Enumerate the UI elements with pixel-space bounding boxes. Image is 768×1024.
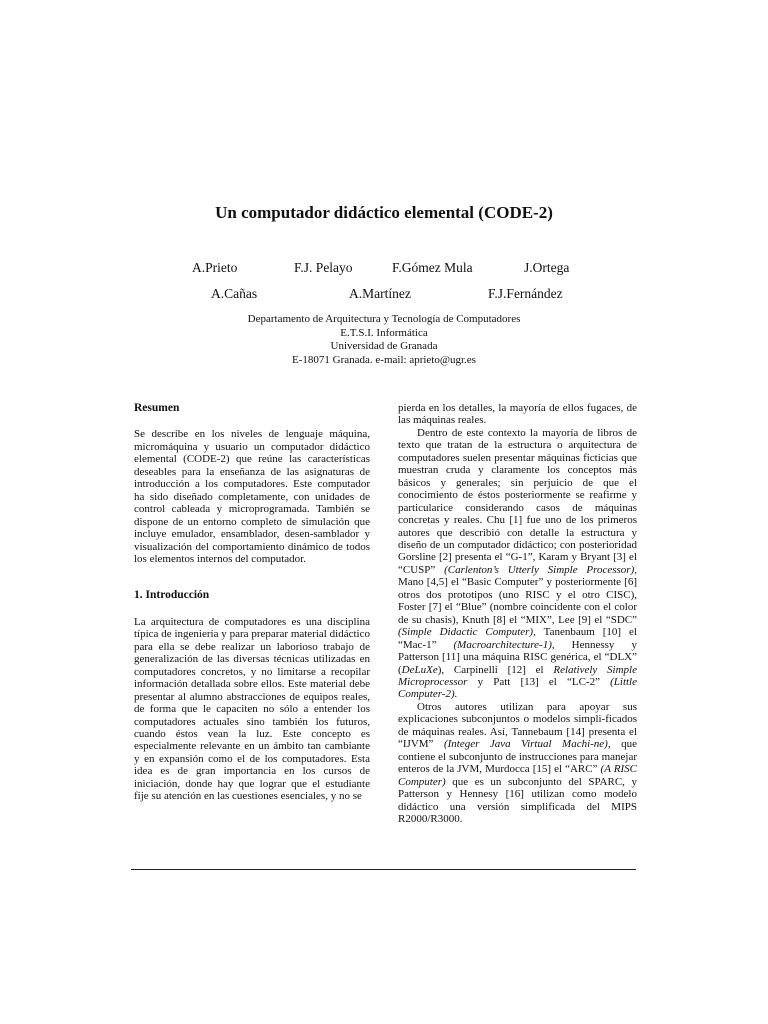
subsets-paragraph [398,701,637,826]
italic-text-run: (Integer Java Virtual Machi-ne), [443,738,611,751]
affiliation-school: E.T.S.I. Informática [340,326,428,339]
text-run: y Patt [13] el “LC-2” [467,675,611,688]
author-name: A.Martínez [349,286,411,301]
affiliation-address-email: E-18071 Granada. e-mail: aprieto@ugr.es [292,353,476,366]
text-run: Mano [4,5] el “Basic Computer” y posteriormente [6] otros dos prototipos (uno RISC y el otro CISC), Foster [7] el “Blue” (nombre coincidente con el color de su chasis), Knuth [8] el “MIX”, Lee [9] el “SDC” [398,576,637,626]
italic-text-run: (Carlenton’s Utterly Simple Processor), [444,563,638,576]
italic-text-run: DeLuXe [401,663,438,676]
text-run: que contiene el subconjunto de instrucciones para manejar enteros de la JVM, Murdocca [15] el “ARC” [398,738,638,776]
affiliation-block [0,313,768,367]
abstract-text: Se describe en los niveles de lenguaje máquina, micromáquina y usuario un computador didáctico elemental (CODE-2) que reúne las características deseables para la enseñanza de las asignaturas de introducción a los computadores. Este computador ha sido diseñado completamente, con unidades de control cableada y microprogramada. También se dispone de un entorno completo de simulación que incluye emulador, ensamblador, desen-samblador y visualización del comportamiento dinámico de todos los elementos internos del computador. [134,428,370,565]
text-run: Otros autores utilizan para apoyar sus explicaciones subconjuntos o modelos simpli-ficados de máquinas reales. Así, Tannebaum [14] presenta el “IJVM” [398,700,637,751]
author-name: F.Gómez Mula [392,260,473,275]
text-run: que es un subconjunto del SPARC, y Patterson y Hennesy [16] utilizan como modelo didáctico una versión simplificada del MIPS R2000/R3000. [398,775,637,825]
paper-title: Un computador didáctico elemental (CODE-2) [215,203,553,222]
italic-text-run: (Macroarchitecture-1), [453,638,555,651]
text-run: Dentro de este contexto la mayoría de libros de texto que tratan de la estructura o arquitectura de computadores suelen presentar máquinas ficticias que muestran cruda y claramente los conceptos más básicos y generales; sin perjuicio de que el conocimiento de éstos posteriormente se reafirme y particularice considerando casos de máquinas concretas y reales. Chu [1] fue uno de los primeros autores que describió con detalle la estructura y diseño de un computador didáctico; con posterioridad Gorsline [2] presenta el “G-1”, Karam y Bryant [3] el “CUSP” [398,426,637,576]
page-bottom-rule [131,869,636,870]
continuation-paragraph: pierda en los detalles, la mayoría de ellos fugaces, de las máquinas reales. [398,402,637,427]
italic-text-run: Relatively Simple Microprocessor [398,663,637,688]
author-name: J.Ortega [524,260,570,275]
italic-text-run: (Little Computer-2). [398,675,637,701]
text-run: Tanenbaum [10] el “Mac-1” [398,626,637,651]
text-run: Hennessy y Patterson [11] una máquina RISC genérica, el “DLX” ( [398,638,637,676]
left-column [134,402,370,803]
introduction-paragraph: La arquitectura de computadores es una disciplina típica de ingeniería y para preparar material didáctico para ella se debe realizar un laborioso trabajo de generalización de las diversas técnicas utilizadas en computadores concretos, y no limitarse a recopilar información detallada sobre ellos. Este material debe presentar al alumno abstracciones de equipos reales, de forma que le capaciten no sólo a entender los computadores actuales sino también los futuros, cuando éstos vean la luz. Este concepto es especialmente relevante en un ámbito tan cambiante y en expansión como el de los computadores. Esta idea es de gran importancia en los cursos de iniciación, donde hay que lograr que el estudiante fije su atención en las cuestiones esenciales, y no se [134,615,370,803]
abstract-heading: Resumen [134,402,180,414]
section-heading-introduction: 1. Introducción [134,589,210,602]
italic-text-run: (A RISC Computer) [398,763,637,788]
italic-text-run: (Simple Didactic Computer), [398,626,536,639]
related-work-paragraph [398,427,637,701]
right-column [398,402,637,825]
affiliation-department: Departamento de Arquitectura y Tecnología de Computadores [247,313,521,325]
affiliation-university: Universidad de Granada [330,340,438,352]
author-name: F.J.Fernández [488,286,563,301]
author-name: A.Prieto [192,260,238,275]
author-name: A.Cañas [211,286,258,301]
author-name: F.J. Pelayo [294,260,353,275]
text-run: ), Carpinelli [12] el [437,663,554,676]
